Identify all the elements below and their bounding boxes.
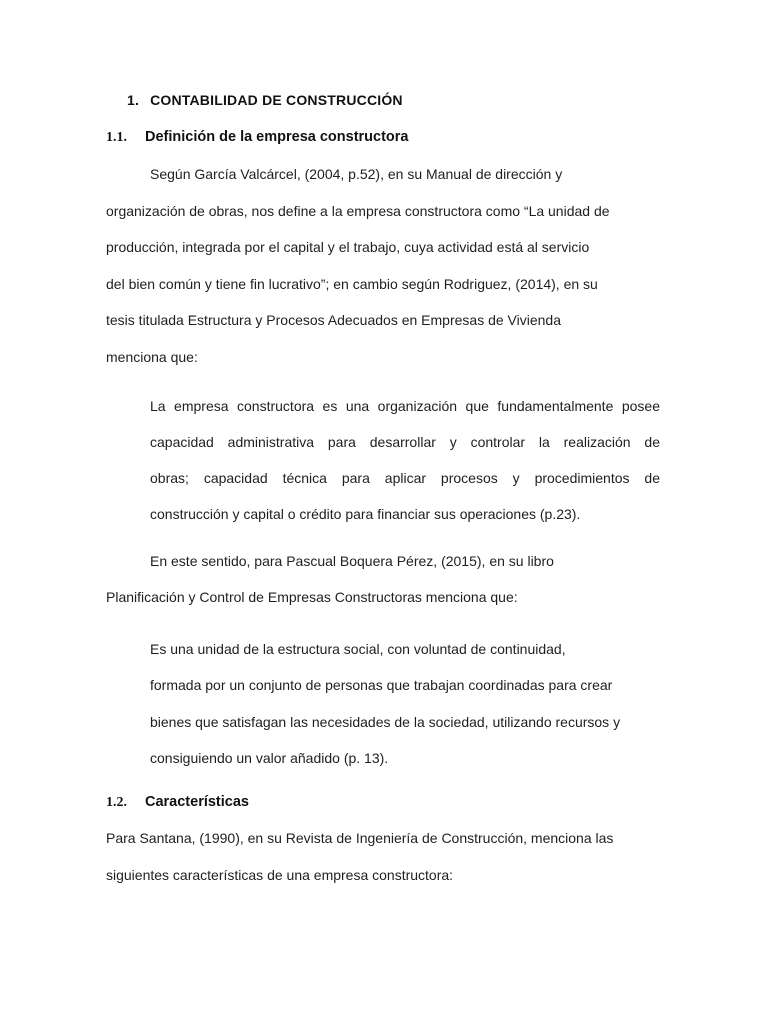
blockquote-boquera — [150, 631, 660, 776]
text-line: siguientes características de una empresa constructora: — [106, 866, 454, 883]
text-line: Para Santana, (1990), en su Revista de Ingeniería de Construcción, menciona las — [106, 830, 614, 847]
text-line: En este sentido, para Pascual Boquera Pérez, (2015), en su libro — [150, 552, 554, 569]
text-line: bienes que satisfagan las necesidades de la sociedad, utilizando recursos y — [150, 713, 621, 730]
blockquote-rodriguez — [150, 388, 660, 533]
chapter-number: 1. — [127, 92, 140, 108]
text-line: Según García Valcárcel, (2004, p.52), en su Manual de dirección y — [150, 166, 563, 182]
chapter-title: CONTABILIDAD DE CONSTRUCCIÓN — [150, 92, 403, 108]
text-line: consiguiendo un valor añadido (p. 13). — [150, 749, 389, 766]
section-1-1-title: Definición de la empresa constructora — [145, 129, 409, 145]
text-line: capacidad administrativa para desarrollar y controlar la realización de — [150, 433, 660, 450]
text-line: producción, integrada por el capital y el trabajo, cuya actividad está al servicio — [106, 239, 590, 256]
text-line: tesis titulada Estructura y Procesos Adecuados en Empresas de Vivienda — [106, 312, 561, 329]
section-1-2-number: 1.2. — [106, 795, 127, 811]
text-line: organización de obras, nos define a la empresa constructora como “La unidad de — [106, 202, 610, 219]
text-line: La empresa constructora es una organización que fundamentalmente posee — [150, 397, 660, 414]
text-line: Es una unidad de la estructura social, con voluntad de continuidad, — [150, 640, 566, 657]
section-1-2-heading — [106, 792, 660, 813]
section-1-2-title: Características — [145, 794, 249, 811]
text-line: obras; capacidad técnica para aplicar procesos y procedimientos de — [150, 470, 660, 487]
text-line: formada por un conjunto de personas que trabajan coordinadas para crear — [150, 677, 613, 694]
paragraph-santana — [106, 820, 660, 893]
section-1-1-number: 1.1. — [106, 130, 127, 145]
paragraph-definition — [106, 156, 660, 376]
section-1-1-heading — [106, 127, 660, 148]
paragraph-boquera — [106, 543, 660, 616]
text-line: del bien común y tiene fin lucrativo”; en cambio según Rodriguez, (2014), en su — [106, 275, 598, 292]
text-line: Planificación y Control de Empresas Constructoras menciona que: — [106, 589, 518, 606]
chapter-heading — [127, 91, 660, 109]
text-line: menciona que: — [106, 348, 198, 365]
text-line: construcción y capital o crédito para financiar sus operaciones (p.23). — [150, 506, 581, 523]
